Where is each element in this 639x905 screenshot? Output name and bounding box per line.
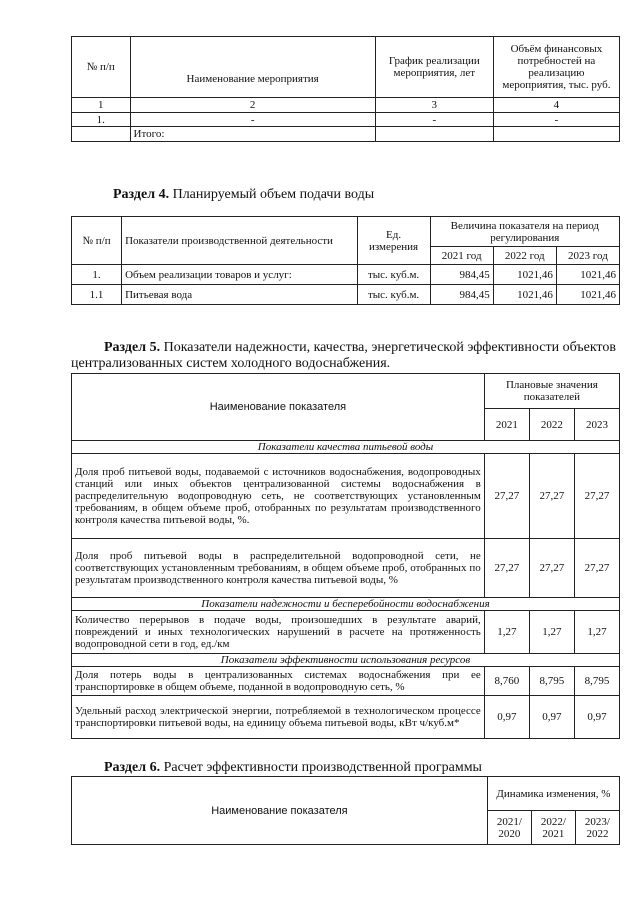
- water-supply-table: [71, 216, 620, 305]
- table-cell: [493, 127, 619, 142]
- indicator-value: 0,97: [529, 696, 574, 739]
- year-header: 2023 год: [556, 247, 619, 265]
- col-header-planned: Плановые значения показателей: [484, 374, 619, 409]
- year-header: 2021: [484, 409, 529, 441]
- index-cell: 1: [72, 98, 131, 113]
- col-header-period: Величина показателя на период регулирования: [430, 217, 619, 247]
- indicator-value: 1,27: [484, 611, 529, 654]
- col-header-activity-name: Наименование мероприятия: [130, 37, 375, 98]
- table-cell: [72, 127, 131, 142]
- reliability-table: [71, 373, 620, 739]
- col-header-num: № п/п: [72, 217, 122, 265]
- group-header-quality: Показатели качества питьевой воды: [72, 441, 620, 454]
- indicator-name: Количество перерывов в подаче воды, произошедших в результате аварий, повреждений и иных технологических нарушений в расчете на протяженность водопроводной сети в год, ед./км: [72, 611, 485, 654]
- index-cell: 4: [493, 98, 619, 113]
- col-header-indicator: Наименование показателя: [72, 374, 485, 441]
- row-name: Объем реализации товаров и услуг:: [122, 265, 357, 285]
- section-5-number: Раздел 5.: [104, 340, 161, 355]
- row-name: Питьевая вода: [122, 285, 357, 305]
- section-4-number: Раздел 4.: [113, 187, 170, 202]
- section-4-title-text: Планируемый объем подачи воды: [169, 187, 375, 202]
- year-header: 2022: [529, 409, 574, 441]
- table-cell: -: [493, 113, 619, 127]
- row-value: 1021,46: [556, 285, 619, 305]
- indicator-value: 8,795: [529, 667, 574, 696]
- col-header-finance: Объём финансовых потребностей на реализацию мероприятия, тыс. руб.: [493, 37, 619, 98]
- col-header-schedule: График реализации мероприятия, лет: [375, 37, 493, 98]
- col-header-num: № п/п: [72, 37, 131, 98]
- year-header: 2023: [574, 409, 619, 441]
- section-6-title: [104, 760, 482, 776]
- activities-table: [71, 36, 620, 142]
- row-value: 1021,46: [493, 285, 556, 305]
- table-cell: [375, 127, 493, 142]
- indicator-value: 27,27: [529, 539, 574, 598]
- col-header-dynamics: Динамика изменения, %: [487, 777, 619, 811]
- row-value: 984,45: [430, 285, 493, 305]
- index-cell: 2: [130, 98, 375, 113]
- section-5-title-line2: централизованных систем холодного водоснабжения.: [71, 356, 391, 371]
- table-cell: -: [375, 113, 493, 127]
- total-label: Итого:: [130, 127, 375, 142]
- year-header: 2022 год: [493, 247, 556, 265]
- group-header-reliability: Показатели надежности и бесперебойности водоснабжения: [72, 598, 620, 611]
- section-6-number: Раздел 6.: [104, 760, 161, 775]
- indicator-value: 8,795: [574, 667, 619, 696]
- table-cell: -: [130, 113, 375, 127]
- indicator-value: 27,27: [574, 454, 619, 539]
- col-header-indicator: Показатели производственной деятельности: [122, 217, 357, 265]
- row-value: 1021,46: [556, 265, 619, 285]
- indicator-value: 8,760: [484, 667, 529, 696]
- row-value: 984,45: [430, 265, 493, 285]
- row-value: 1021,46: [493, 265, 556, 285]
- efficiency-calc-table: [71, 776, 620, 845]
- indicator-value: 0,97: [484, 696, 529, 739]
- row-num: 1.1: [72, 285, 122, 305]
- col-header-unit: Ед. измерения: [357, 217, 430, 265]
- indicator-value: 27,27: [529, 454, 574, 539]
- year-header: 2021 год: [430, 247, 493, 265]
- period-header: 2021/ 2020: [487, 811, 531, 845]
- period-header: 2023/ 2022: [575, 811, 619, 845]
- indicator-name: Доля проб питьевой воды в распределительной водопроводной сети, не соответствующих установленным требованиям, в общем объеме проб, отобранных по результатам производственного контроля качества питьевой воды, %: [72, 539, 485, 598]
- row-unit: тыс. куб.м.: [357, 285, 430, 305]
- row-unit: тыс. куб.м.: [357, 265, 430, 285]
- section-6-title-text: Расчет эффективности производственной программы: [160, 760, 482, 775]
- index-cell: 3: [375, 98, 493, 113]
- period-header: 2022/ 2021: [531, 811, 575, 845]
- indicator-name: Доля проб питьевой воды, подаваемой с источников водоснабжения, водопроводных станций или иных объектов централизованной системы водоснабжения в распределительную водопроводную сеть, не соответствующих установленным требованиям, в общем объеме проб, отобранных по результатам производственного контроля качества питьевой воды, %.: [72, 454, 485, 539]
- indicator-name: Доля потерь воды в централизованных системах водоснабжения при ее транспортировке в общем объеме, поданной в водопроводную сеть, %: [72, 667, 485, 696]
- indicator-name: Удельный расход электрической энергии, потребляемой в технологическом процессе транспортировки питьевой воды, на единицу объема питьевой воды, кВт ч/куб.м*: [72, 696, 485, 739]
- indicator-value: 1,27: [529, 611, 574, 654]
- indicator-value: 0,97: [574, 696, 619, 739]
- section-5-title: [104, 340, 616, 356]
- indicator-value: 1,27: [574, 611, 619, 654]
- indicator-value: 27,27: [484, 454, 529, 539]
- row-num: 1.: [72, 265, 122, 285]
- col-header-indicator: Наименование показателя: [72, 777, 488, 845]
- table-cell: 1.: [72, 113, 131, 127]
- section-4-title: [113, 187, 374, 203]
- section-5-title-text: Показатели надежности, качества, энергетической эффективности объектов: [160, 340, 616, 355]
- indicator-value: 27,27: [484, 539, 529, 598]
- group-header-efficiency: Показатели эффективности использования ресурсов: [72, 654, 620, 667]
- indicator-value: 27,27: [574, 539, 619, 598]
